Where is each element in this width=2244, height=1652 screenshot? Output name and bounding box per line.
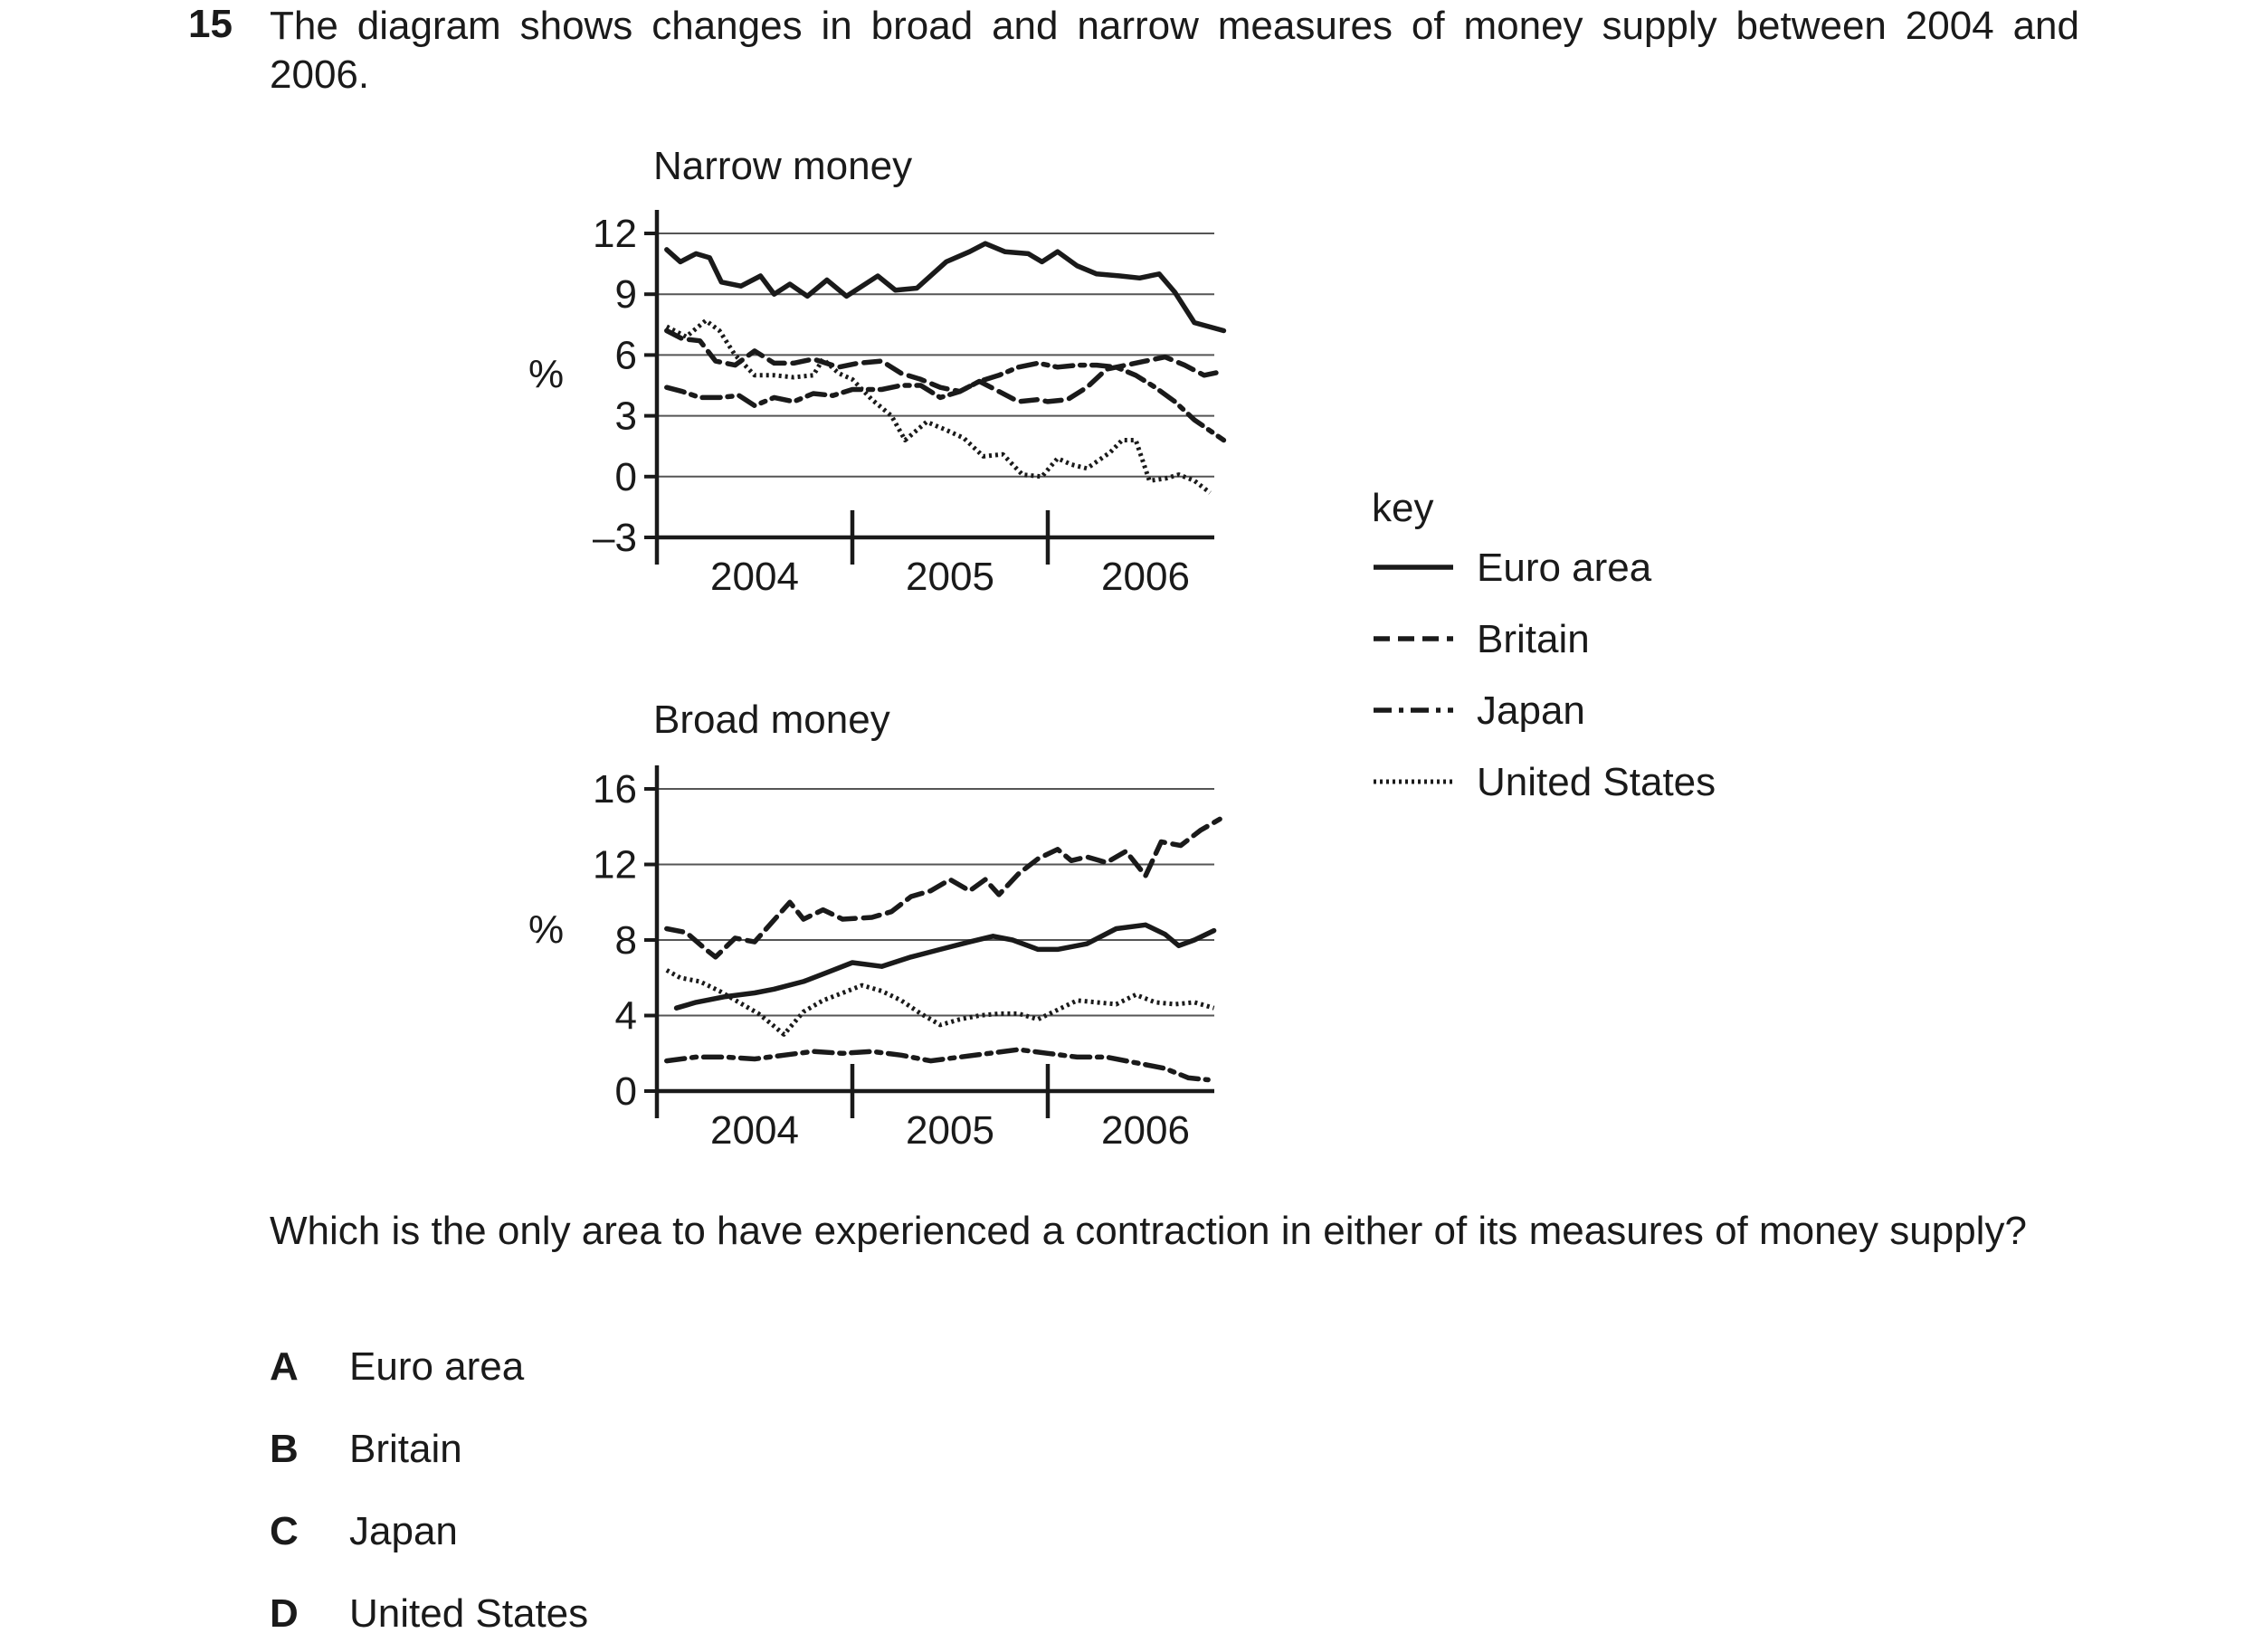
legend-label-united-states: United States	[1477, 760, 1716, 804]
y-tick-label: 4	[614, 993, 637, 1039]
y-tick-label: 12	[593, 842, 637, 888]
series-line-britain	[667, 819, 1220, 956]
legend-label-britain: Britain	[1477, 617, 1590, 661]
question-number: 15	[188, 2, 233, 46]
chart-title: Broad money	[653, 698, 890, 742]
option-letter: D	[270, 1591, 299, 1636]
option-d[interactable]	[270, 1590, 588, 1638]
legend-title: key	[1372, 486, 1434, 530]
y-axis-label: %	[528, 352, 565, 396]
option-b[interactable]	[270, 1425, 462, 1474]
option-letter: B	[270, 1427, 299, 1471]
question-stem: The diagram shows changes in broad and narrow measures of money supply between 2004 and 2006.	[270, 4, 2079, 97]
x-tick-label: 2004	[710, 555, 799, 599]
option-a[interactable]	[270, 1343, 524, 1391]
y-tick-label: 0	[614, 1069, 637, 1114]
legend-label-japan: Japan	[1477, 688, 1585, 733]
x-tick-label: 2006	[1101, 555, 1190, 599]
option-letter: C	[270, 1509, 299, 1553]
option-text: United States	[349, 1591, 589, 1636]
series-line-britain	[667, 331, 1224, 402]
question-prompt: Which is the only area to have experienced a contraction in either of its measures of money supply?	[270, 1209, 2027, 1253]
x-tick-label: 2005	[906, 1108, 994, 1153]
option-text: Euro area	[349, 1344, 525, 1389]
chart-title: Narrow money	[653, 144, 913, 188]
broad-money-chart	[528, 698, 1220, 1153]
x-tick-label: 2004	[710, 1108, 799, 1153]
series-line-japan	[667, 1049, 1208, 1079]
y-tick-label: –3	[593, 516, 637, 560]
option-text: Britain	[349, 1427, 462, 1471]
y-axis-label: %	[528, 907, 565, 952]
series-line-united-states	[667, 320, 1211, 492]
y-tick-label: 9	[614, 272, 637, 318]
x-tick-label: 2005	[906, 555, 994, 599]
option-text: Japan	[349, 1509, 458, 1553]
x-tick-label: 2006	[1101, 1108, 1190, 1153]
y-tick-label: 12	[593, 212, 637, 256]
y-tick-label: 0	[614, 454, 637, 499]
narrow-money-chart	[528, 144, 1223, 599]
option-letter: A	[270, 1344, 299, 1389]
y-tick-label: 8	[614, 918, 637, 963]
chart-legend	[1372, 486, 1716, 804]
series-line-united-states	[667, 970, 1214, 1034]
option-c[interactable]	[270, 1507, 458, 1556]
y-tick-label: 6	[614, 333, 637, 378]
y-tick-label: 16	[593, 767, 637, 812]
legend-label-euro-area: Euro area	[1477, 546, 1652, 590]
series-line-euro-area	[667, 243, 1224, 330]
series-line-japan	[667, 363, 1224, 440]
y-tick-label: 3	[614, 394, 637, 439]
